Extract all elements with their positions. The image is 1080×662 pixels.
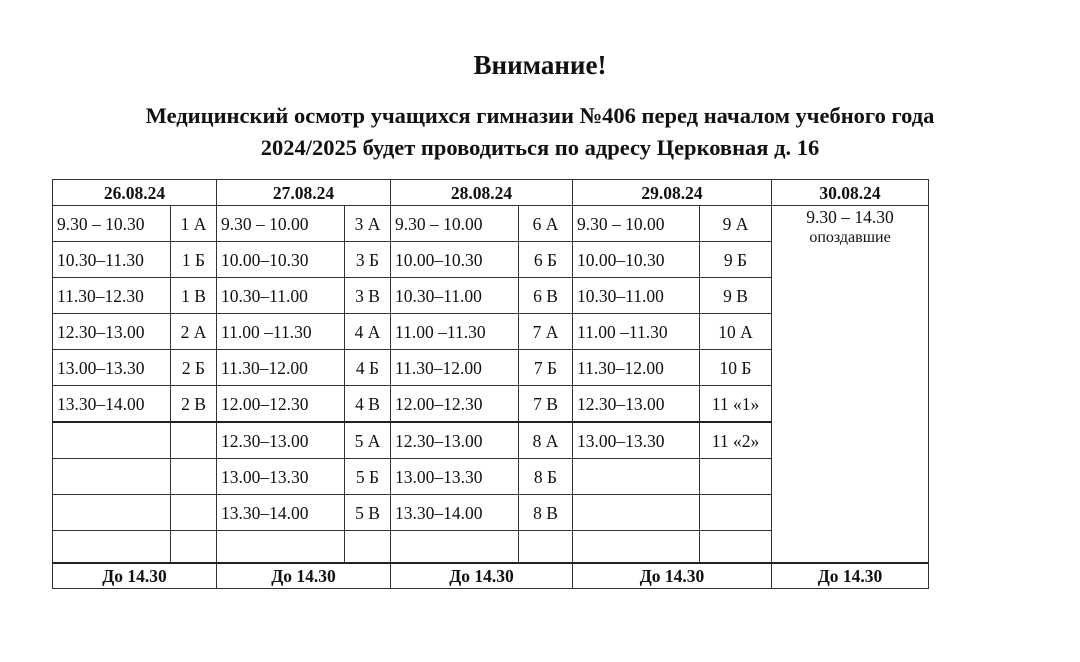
class-cell [171, 531, 217, 564]
time-cell: 12.30–13.00 [391, 422, 519, 459]
date-header: 30.08.24 [772, 180, 929, 206]
time-cell: 9.30 – 10.00 [217, 206, 345, 242]
time-cell: 10.30–11.00 [391, 278, 519, 314]
class-cell: 4 В [345, 386, 391, 423]
time-cell: 11.30–12.30 [53, 278, 171, 314]
time-cell [573, 459, 700, 495]
class-cell: 5 А [345, 422, 391, 459]
class-cell [171, 459, 217, 495]
time-cell: 13.30–14.00 [391, 495, 519, 531]
class-cell: 2 А [171, 314, 217, 350]
class-cell [700, 495, 772, 531]
time-cell: 12.30–13.00 [217, 422, 345, 459]
subtitle-line-1: Медицинский осмотр учащихся гимназии №406 перед началом учебного года [145, 103, 935, 128]
subtitle-line-2: 2024/2025 будет проводиться по адресу Церковная д. 16 [260, 135, 820, 160]
class-cell [345, 531, 391, 564]
date-header: 28.08.24 [391, 180, 573, 206]
date-header: 26.08.24 [53, 180, 217, 206]
class-cell: 3 Б [345, 242, 391, 278]
class-cell: 11 «2» [700, 422, 772, 459]
date-header: 29.08.24 [573, 180, 772, 206]
time-cell: 12.00–12.30 [391, 386, 519, 423]
class-cell: 8 Б [519, 459, 573, 495]
notice-title: Внимание! [473, 50, 607, 80]
time-cell: 13.00–13.30 [573, 422, 700, 459]
time-cell: 9.30 – 10.00 [573, 206, 700, 242]
time-cell: 13.00–13.30 [217, 459, 345, 495]
time-cell: 13.30–14.00 [217, 495, 345, 531]
time-cell: 11.00 –11.30 [573, 314, 700, 350]
time-cell: 10.00–10.30 [573, 242, 700, 278]
class-cell: 7 Б [519, 350, 573, 386]
time-cell: 10.30–11.30 [53, 242, 171, 278]
time-cell: 11.00 –11.30 [217, 314, 345, 350]
class-cell [700, 531, 772, 564]
time-cell [217, 531, 345, 564]
time-cell [573, 495, 700, 531]
deadline-cell: До 14.30 [53, 563, 217, 589]
time-cell: 11.30–12.00 [573, 350, 700, 386]
time-cell: 13.30–14.00 [53, 386, 171, 423]
deadline-cell: До 14.30 [217, 563, 391, 589]
class-cell: 6 А [519, 206, 573, 242]
schedule-table [52, 179, 929, 589]
class-cell: 8 А [519, 422, 573, 459]
class-cell: 6 В [519, 278, 573, 314]
class-cell: 1 В [171, 278, 217, 314]
time-cell [53, 459, 171, 495]
time-cell: 10.00–10.30 [391, 242, 519, 278]
time-cell [573, 531, 700, 564]
class-cell: 4 Б [345, 350, 391, 386]
class-cell: 4 А [345, 314, 391, 350]
day5-cell [772, 206, 929, 564]
time-cell [391, 531, 519, 564]
time-cell [53, 422, 171, 459]
time-cell: 12.30–13.00 [573, 386, 700, 423]
class-cell [171, 495, 217, 531]
date-header-row [53, 180, 929, 206]
notice-subtitle [60, 100, 1020, 164]
time-cell: 11.30–12.00 [217, 350, 345, 386]
time-cell: 10.30–11.00 [573, 278, 700, 314]
time-cell: 13.00–13.30 [53, 350, 171, 386]
time-cell: 9.30 – 10.30 [53, 206, 171, 242]
class-cell: 1 Б [171, 242, 217, 278]
class-cell: 1 А [171, 206, 217, 242]
time-cell: 11.30–12.00 [391, 350, 519, 386]
class-cell: 9 В [700, 278, 772, 314]
class-cell: 9 А [700, 206, 772, 242]
class-cell: 3 А [345, 206, 391, 242]
class-cell: 5 Б [345, 459, 391, 495]
time-cell: 11.00 –11.30 [391, 314, 519, 350]
class-cell [171, 422, 217, 459]
class-cell: 7 А [519, 314, 573, 350]
time-cell: 10.30–11.00 [217, 278, 345, 314]
date-header: 27.08.24 [217, 180, 391, 206]
class-cell: 9 Б [700, 242, 772, 278]
class-cell: 10 Б [700, 350, 772, 386]
time-cell [53, 531, 171, 564]
table-row [53, 206, 929, 242]
class-cell: 7 В [519, 386, 573, 423]
day5-note: опоздавшие [809, 229, 891, 246]
class-cell: 11 «1» [700, 386, 772, 423]
class-cell: 5 В [345, 495, 391, 531]
class-cell: 2 Б [171, 350, 217, 386]
class-cell [700, 459, 772, 495]
time-cell: 9.30 – 10.00 [391, 206, 519, 242]
time-cell: 12.00–12.30 [217, 386, 345, 423]
footer-row [53, 563, 929, 589]
class-cell: 10 А [700, 314, 772, 350]
class-cell: 2 В [171, 386, 217, 423]
class-cell: 3 В [345, 278, 391, 314]
time-cell: 13.00–13.30 [391, 459, 519, 495]
day5-time: 9.30 – 14.30 [806, 207, 894, 227]
class-cell: 6 Б [519, 242, 573, 278]
class-cell: 8 В [519, 495, 573, 531]
class-cell [519, 531, 573, 564]
time-cell: 12.30–13.00 [53, 314, 171, 350]
deadline-cell: До 14.30 [573, 563, 772, 589]
time-cell [53, 495, 171, 531]
deadline-cell: До 14.30 [772, 563, 929, 589]
time-cell: 10.00–10.30 [217, 242, 345, 278]
deadline-cell: До 14.30 [391, 563, 573, 589]
